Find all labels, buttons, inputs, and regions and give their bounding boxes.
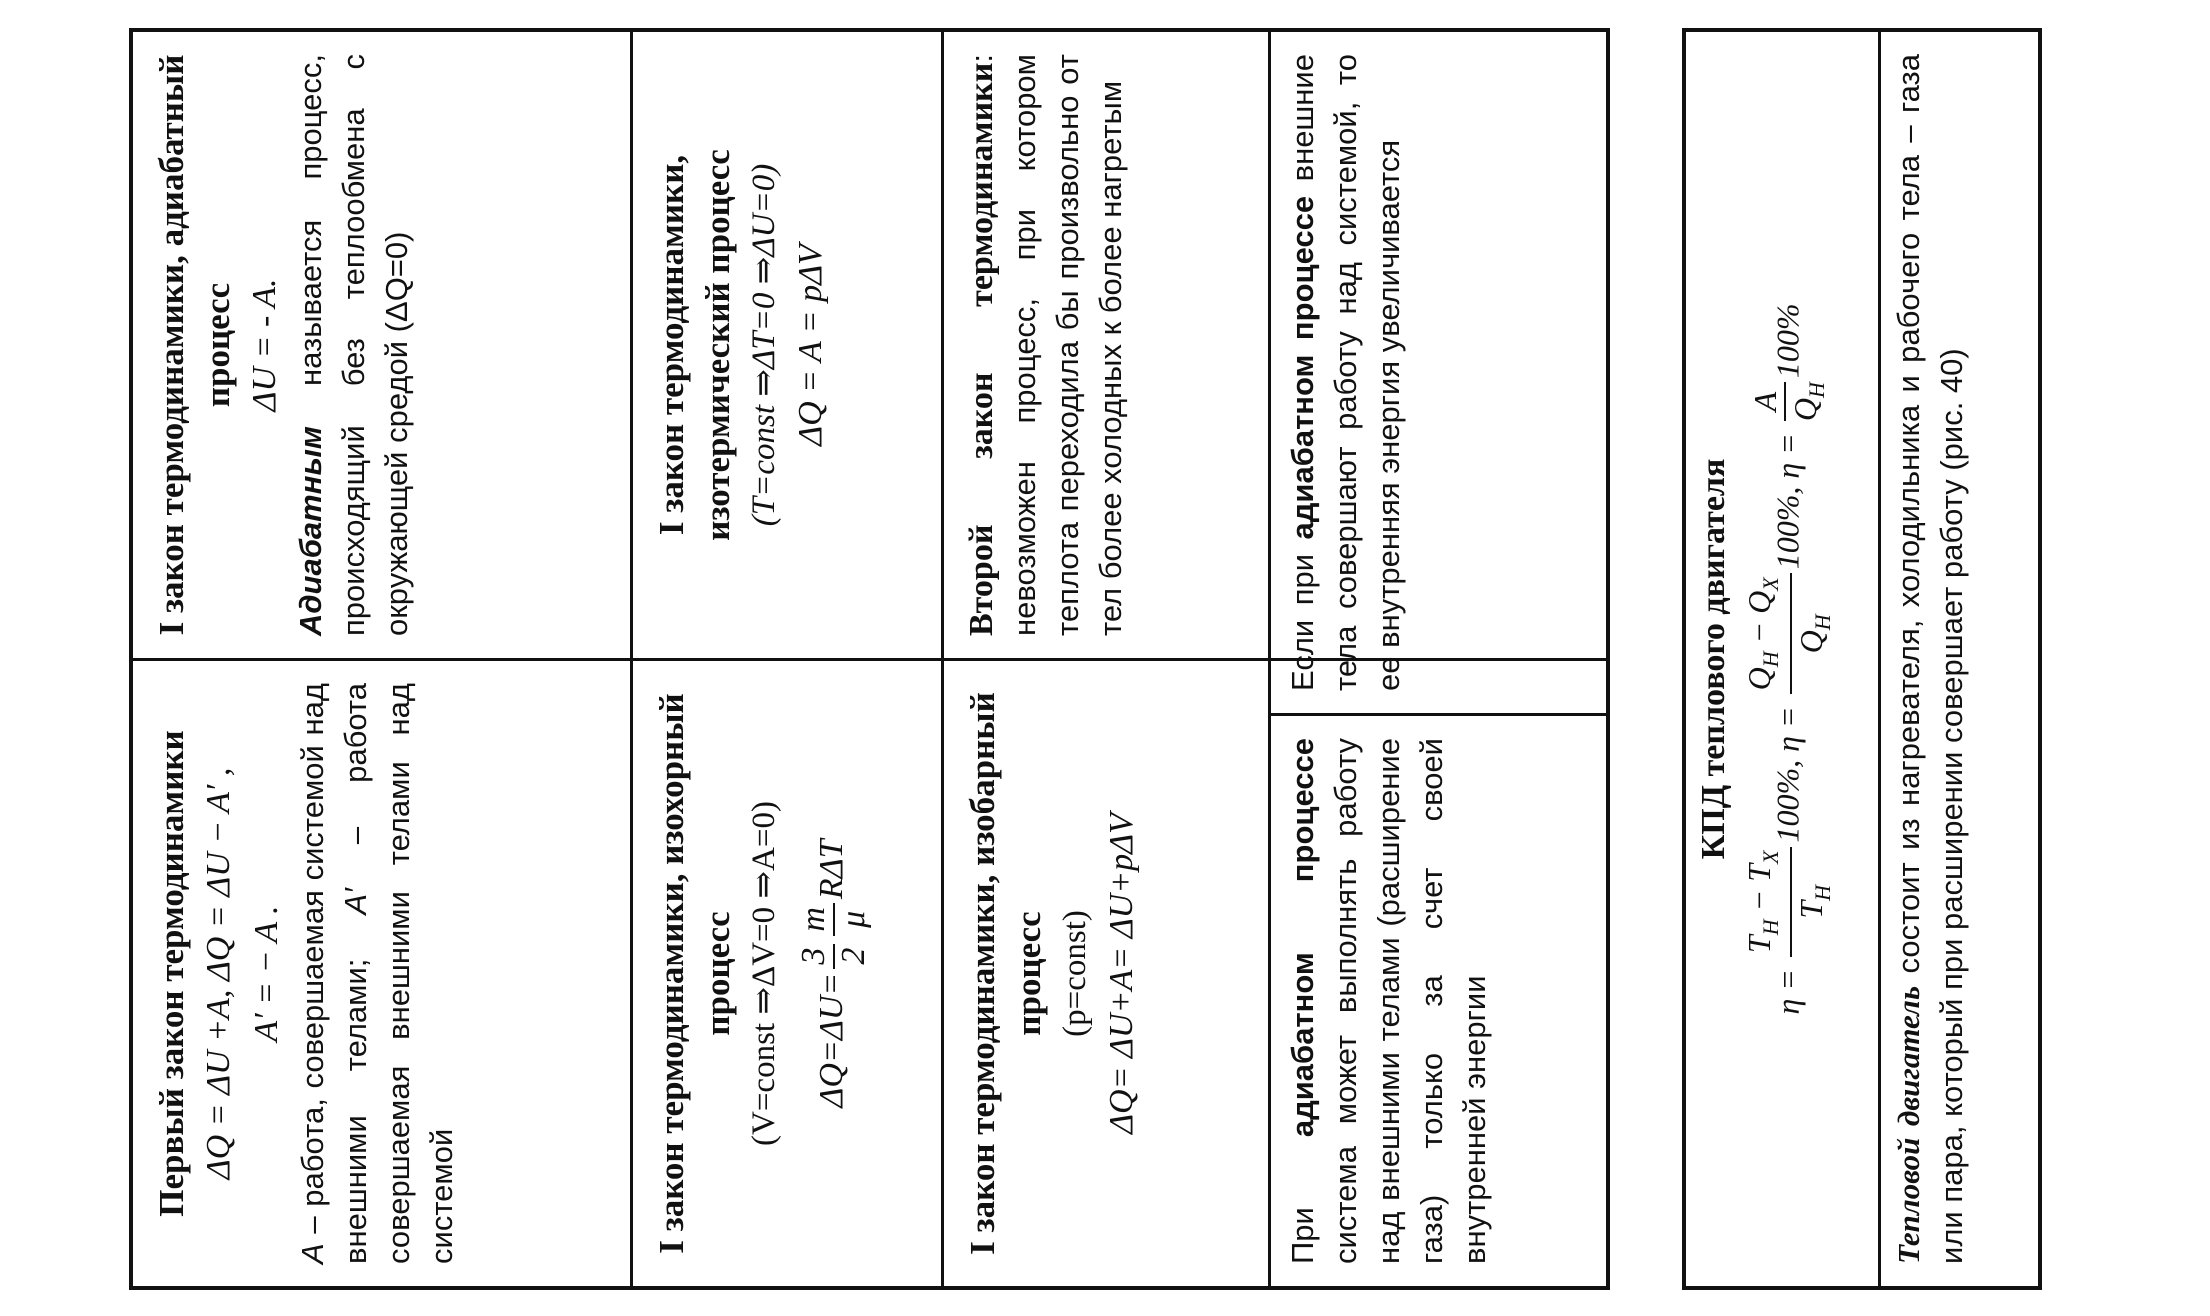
cell-adiabatic-work-by-system — [1271, 716, 1606, 1286]
work-prime-symbol: A′ — [338, 888, 373, 915]
heat-engine-efficiency-box — [1682, 28, 2042, 1290]
isochoric-title: I закон термодинамики, изохорный процесс — [652, 693, 737, 1254]
efficiency-formula-section — [1686, 32, 1878, 1286]
heat-engine-definition-section — [1881, 32, 2038, 1286]
eta-separator-2: , η = — [1769, 433, 1806, 495]
isobaric-condition: (p=const) — [1057, 910, 1093, 1037]
fraction-denominator: $T_H$ — [1793, 884, 1835, 919]
percent-3: 100% — [1769, 303, 1806, 379]
isobaric-title: I закон термодинамики, изобарный процесс — [963, 692, 1048, 1255]
work-fraction — [1746, 382, 1836, 421]
adiabatic-work-on-prefix: Если при — [1285, 539, 1320, 691]
isobaric-formula: ΔQ= ΔU+A= ΔU+pΔV — [1103, 813, 1140, 1134]
cell-adiabatic-work-on-system — [1271, 32, 1606, 713]
fraction-denominator: 2 — [835, 947, 872, 965]
fraction-numerator: $T_H - T_X$ — [1740, 847, 1792, 958]
work-relation-formula: A′ = − A . — [248, 905, 285, 1042]
fraction-numerator: A — [1746, 382, 1786, 421]
adiabatic-term: Адиабатным — [293, 426, 328, 636]
percent-1: 100% — [1769, 767, 1806, 843]
isothermal-formula: ΔQ = A = pΔV — [792, 244, 829, 446]
first-law-title: Первый закон термодинамики — [152, 730, 191, 1217]
fraction-m-mu — [795, 903, 873, 936]
fraction-three-halves — [795, 944, 873, 969]
temperature-fraction — [1740, 847, 1842, 958]
work-description: – работа, совершаемая системой над внешними телами; — [295, 683, 373, 1264]
adiabatic-formula: ΔU = - A. — [246, 278, 283, 412]
isochoric-formula-right: RΔT — [812, 839, 850, 900]
second-law-text: : невозможен процесс, при котором теплота переходила бы произвольно от тел более холодных к более нагретым — [964, 54, 1128, 636]
isochoric-condition: (V=const ⇒ΔV=0 ⇒A=0) — [746, 801, 782, 1146]
adiabatic-work-by-system-text — [1281, 738, 1496, 1264]
cell-isochoric — [633, 661, 941, 1286]
thermodynamics-table-content — [133, 32, 1606, 1286]
fraction-numerator: m — [795, 903, 835, 936]
second-law-statement — [960, 54, 1132, 636]
isochoric-formula-left: ΔQ=ΔU= — [812, 972, 850, 1108]
cell-isobaric — [944, 661, 1268, 1286]
adiabatic-work-by-bold: адиабатном процессе — [1285, 738, 1320, 1138]
eta-separator-1: , η = — [1769, 706, 1806, 768]
work-prime-description: – работа совершаемая внешними телами над системой — [338, 682, 459, 1264]
adiabatic-work-by-text: система может выполнять работу над внешними телами (расширение газа) только за счет своей внутренней энергии — [1328, 738, 1492, 1264]
fraction-numerator: 3 — [795, 944, 835, 969]
adiabatic-work-by-prefix: При — [1285, 1137, 1320, 1264]
adiabatic-work-on-system-text — [1281, 54, 1410, 691]
adiabatic-work-on-text: внешние тела совершают работу над системой, то ее внутренняя энергия увеличивается — [1285, 54, 1406, 691]
eta-symbol: η = — [1769, 969, 1806, 1015]
cell-adiabatic — [133, 32, 630, 658]
heat-engine-text: состоит из нагревателя, холодильника и рабочего тела – газа или пара, который при расширении совершает работу (рис. 40) — [1891, 54, 1969, 1264]
thermodynamics-table — [129, 28, 1610, 1290]
heat-engine-efficiency-content — [1686, 32, 2038, 1286]
adiabatic-work-on-bold: адиабатном процессе — [1285, 195, 1320, 540]
fraction-numerator: $Q_H - Q_X$ — [1740, 573, 1792, 694]
percent-2: 100% — [1769, 494, 1806, 570]
cell-first-law — [133, 661, 630, 1286]
second-law-title: Второй закон термодинамики — [963, 62, 1000, 636]
first-law-description — [291, 683, 463, 1264]
isothermal-condition: (T=const ⇒ΔT=0 ⇒ΔU=0) — [746, 163, 782, 527]
efficiency-formulas — [1740, 54, 1842, 1264]
fraction-denominator: $Q_H$ — [1793, 614, 1835, 654]
cell-second-law — [944, 32, 1268, 658]
first-law-formula: ΔQ = ΔU +A, ΔQ = ΔU − A′ , — [200, 767, 237, 1180]
isochoric-formula — [795, 683, 873, 1264]
heat-engine-term: Тепловой двигатель — [1891, 985, 1926, 1264]
heat-engine-definition — [1887, 54, 1973, 1264]
isothermal-title: I закон термодинамики, изотермический процесс — [652, 149, 737, 541]
fraction-denominator: μ — [835, 910, 872, 928]
adiabatic-definition — [289, 54, 418, 636]
cell-isothermal — [633, 32, 941, 658]
heat-fraction — [1740, 573, 1842, 694]
efficiency-title: КПД теплового двигателя — [1695, 458, 1732, 860]
work-symbol: A — [295, 1243, 330, 1264]
adiabatic-title: I закон термодинамики, адиабатный процесс — [152, 54, 237, 636]
fraction-denominator: $Q_H$ — [1787, 382, 1829, 422]
adiabatic-text: называется процесс, происходящий без теплообмена с окружающей средой (ΔQ=0) — [293, 54, 414, 636]
